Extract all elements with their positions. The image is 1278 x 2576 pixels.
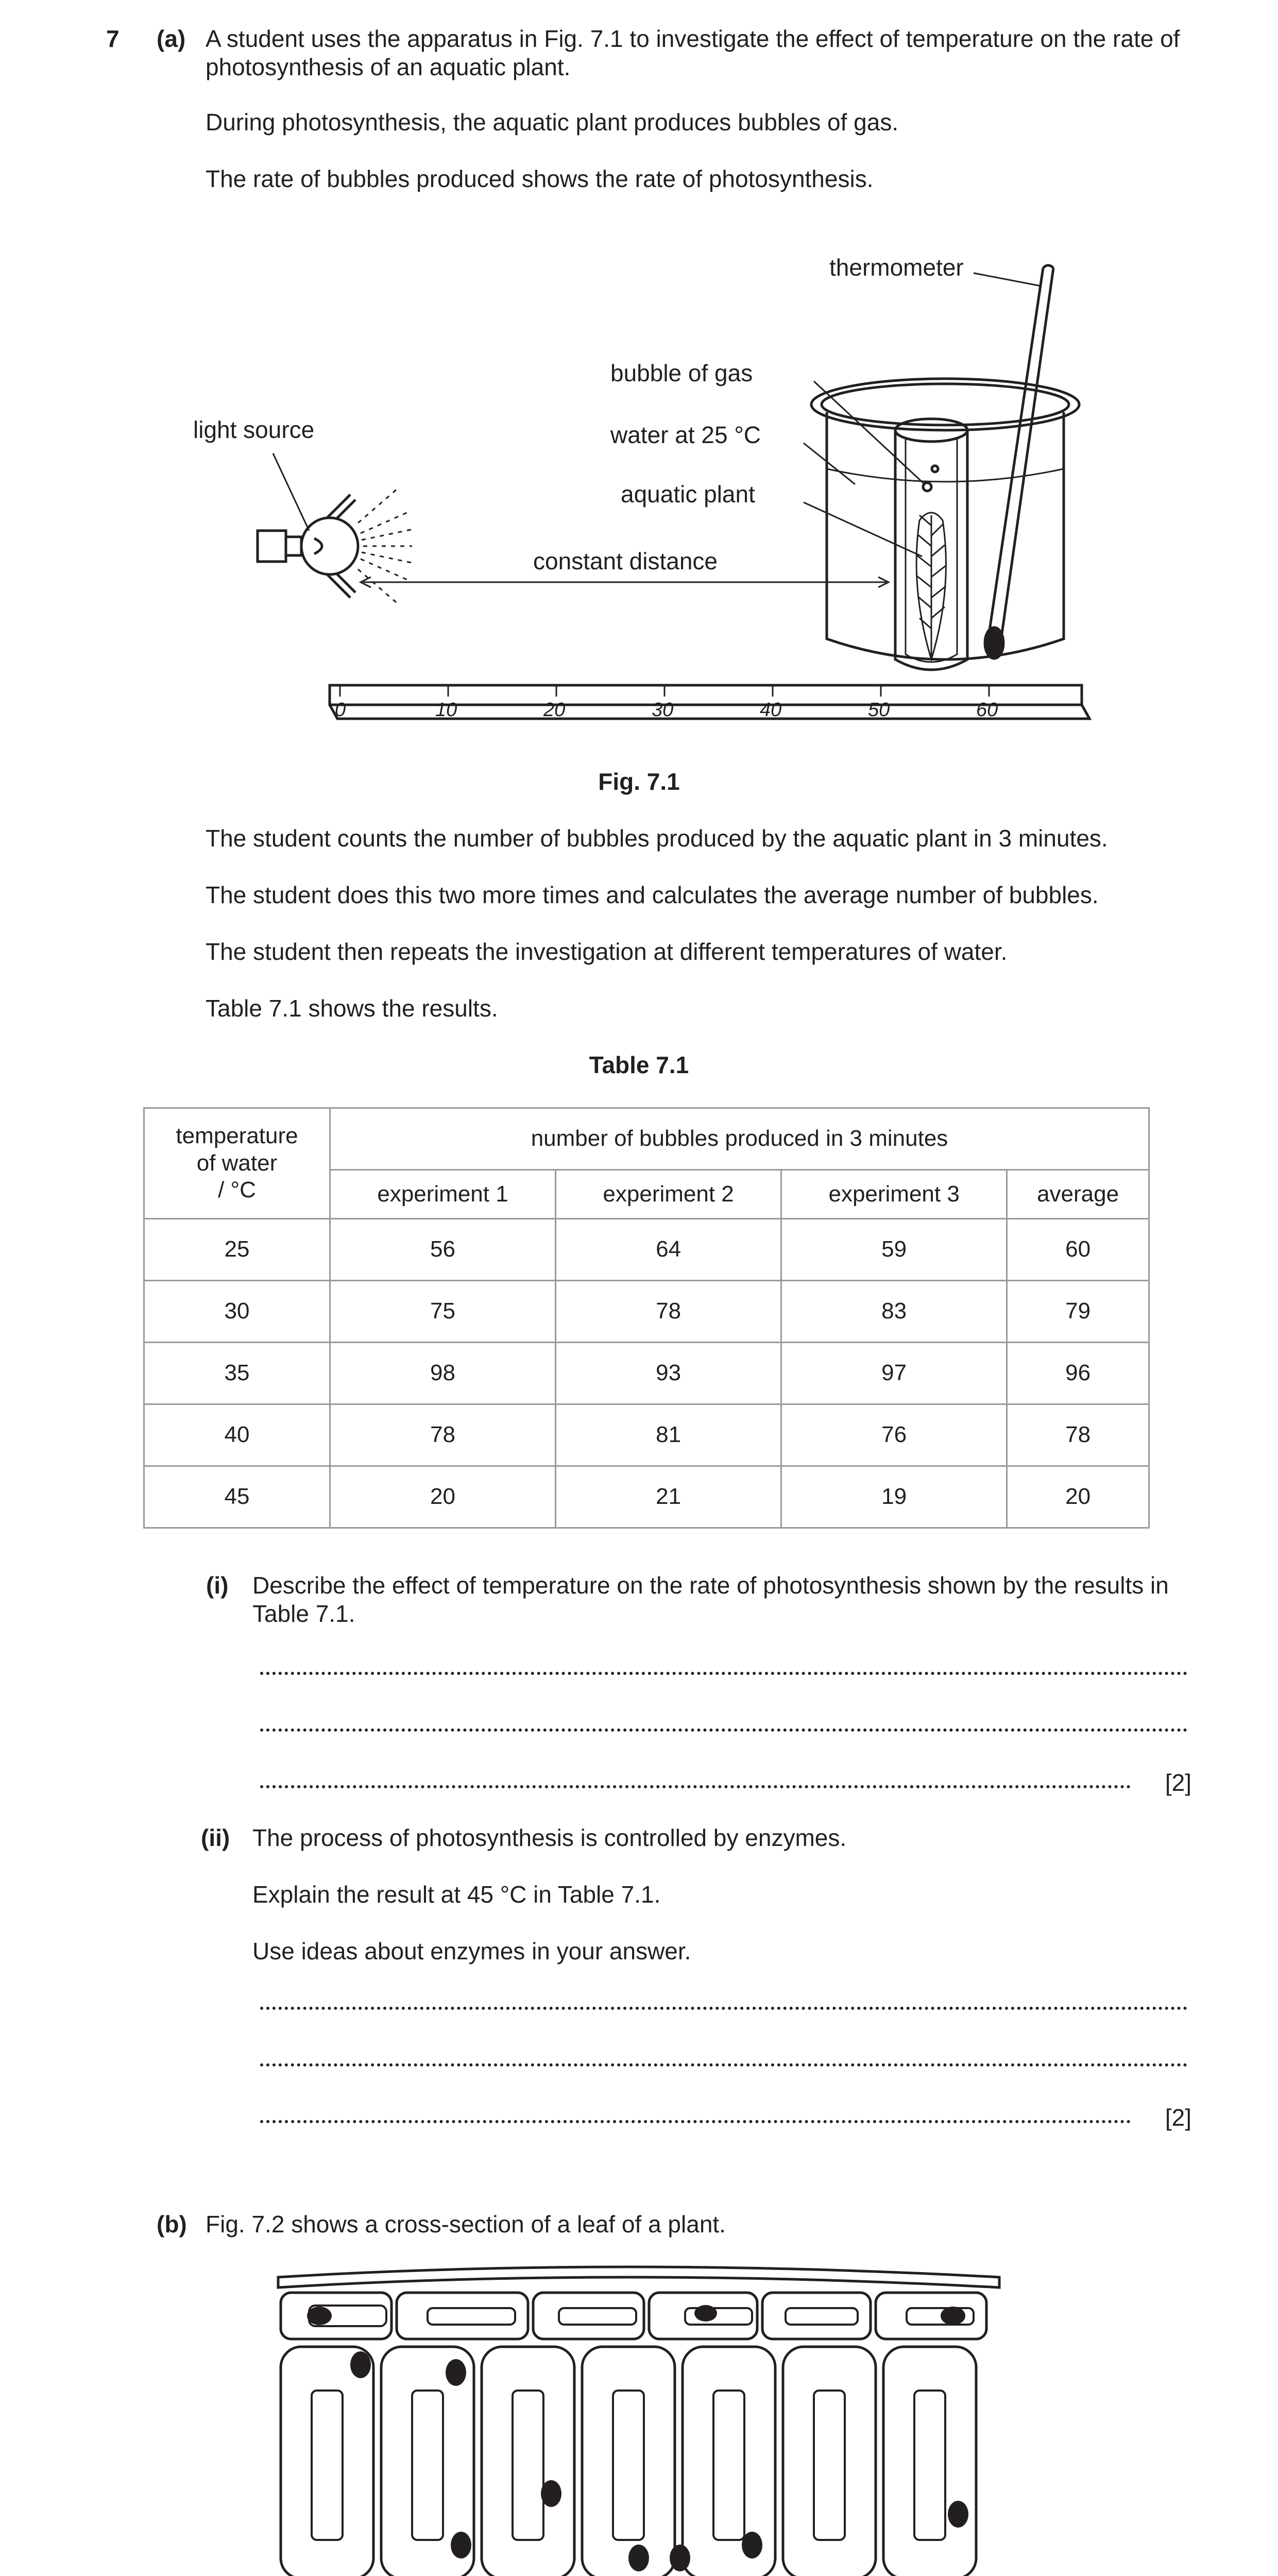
ruler-tick-30: 30 [652, 699, 674, 721]
answer-line[interactable] [260, 1728, 1187, 1732]
answer-line[interactable] [260, 1785, 1131, 1788]
temperature-header: temperature of water / °C [144, 1108, 330, 1219]
column-header: average [1007, 1170, 1149, 1219]
value-cell: 60 [1007, 1219, 1149, 1281]
value-cell: 98 [330, 1343, 556, 1404]
table-row [144, 1466, 1149, 1528]
answer-line[interactable] [260, 2120, 1131, 2123]
part-b-label: (b) [157, 2211, 187, 2238]
beaker-rim [811, 379, 1079, 430]
value-cell: 81 [556, 1404, 781, 1466]
part-a-ii-line-3: Use ideas about enzymes in your answer. [252, 1938, 691, 1964]
value-cell: 79 [1007, 1281, 1149, 1343]
value-cell: 56 [330, 1219, 556, 1281]
temperature-cell: 25 [144, 1219, 330, 1281]
part-a-i-text: Describe the effect of temperature on the rate of photosynthesis shown by the results in Table 7.1. [252, 1572, 1169, 1628]
question-number: 7 [106, 25, 120, 52]
label-plant: aquatic plant [621, 481, 755, 507]
label-bubble: bubble of gas [610, 360, 753, 386]
ruler-tick-50: 50 [868, 699, 890, 721]
table-row [144, 1343, 1149, 1404]
part-b-intro: Fig. 7.2 shows a cross-section of a leaf of a plant. [206, 2211, 726, 2238]
aquatic-plant [916, 513, 946, 659]
value-cell: 97 [781, 1343, 1007, 1404]
method-4: Table 7.1 shows the results. [206, 995, 498, 1022]
method-3: The student then repeats the investigation at different temperatures of water. [206, 938, 1008, 965]
fig-7-1-apparatus [0, 227, 1278, 742]
temperature-cell: 40 [144, 1404, 330, 1466]
part-a-intro-1: A student uses the apparatus in Fig. 7.1 to investigate the effect of temperature on the rate of photosynthesis of an aquatic plant. [206, 25, 1180, 81]
answer-line[interactable] [260, 2063, 1187, 2066]
answer-line[interactable] [260, 1672, 1187, 1675]
label-thermometer: thermometer [829, 254, 964, 281]
column-header: experiment 1 [330, 1170, 556, 1219]
part-a-ii-label: (ii) [201, 1824, 230, 1851]
ruler-tick-60: 60 [976, 699, 998, 721]
table-row [144, 1219, 1149, 1281]
marks-a-ii: [2] [1165, 2104, 1191, 2131]
column-header: experiment 3 [781, 1170, 1007, 1219]
value-cell: 59 [781, 1219, 1007, 1281]
value-cell: 20 [1007, 1466, 1149, 1528]
label-light: light source [193, 416, 315, 443]
temperature-cell: 45 [144, 1466, 330, 1528]
method-2: The student does this two more times and calculates the average number of bubbles. [206, 882, 1099, 908]
method-1: The student counts the number of bubbles produced by the aquatic plant in 3 minutes. [206, 825, 1108, 852]
fig-7-1-caption: Fig. 7.1 [598, 768, 680, 795]
part-a-ii-line-1: The process of photosynthesis is controlled by enzymes. [252, 1824, 847, 1851]
value-cell: 78 [556, 1281, 781, 1343]
bubbles-group-header: number of bubbles produced in 3 minutes [330, 1108, 1149, 1170]
table-row [144, 1404, 1149, 1466]
part-a-i-label: (i) [206, 1572, 229, 1599]
part-a-label: (a) [157, 25, 186, 52]
label-water: water at 25 °C [610, 421, 761, 448]
temperature-cell: 30 [144, 1281, 330, 1343]
lamp-bulb [301, 518, 358, 574]
ruler-tick-20: 20 [543, 699, 566, 721]
value-cell: 93 [556, 1343, 781, 1404]
value-cell: 78 [330, 1404, 556, 1466]
value-cell: 21 [556, 1466, 781, 1528]
temperature-cell: 35 [144, 1343, 330, 1404]
value-cell: 20 [330, 1466, 556, 1528]
cuticle [278, 2267, 999, 2287]
value-cell: 64 [556, 1219, 781, 1281]
label-distance: constant distance [533, 548, 718, 574]
part-a-intro-2: During photosynthesis, the aquatic plant produces bubbles of gas. [206, 109, 899, 135]
thermometer [989, 268, 1043, 634]
column-header: experiment 2 [556, 1170, 781, 1219]
value-cell: 76 [781, 1404, 1007, 1466]
answer-line[interactable] [260, 2007, 1187, 2010]
value-cell: 75 [330, 1281, 556, 1343]
ruler-tick-40: 40 [760, 699, 782, 721]
table-row [144, 1281, 1149, 1343]
ruler-tick-10: 10 [435, 699, 457, 721]
results-table [143, 1107, 1150, 1529]
marks-a-i: [2] [1165, 1769, 1191, 1796]
value-cell: 19 [781, 1466, 1007, 1528]
value-cell: 83 [781, 1281, 1007, 1343]
ruler-tick-0: 0 [335, 699, 346, 721]
part-a-ii-line-2: Explain the result at 45 °C in Table 7.1. [252, 1881, 661, 1908]
value-cell: 78 [1007, 1404, 1149, 1466]
value-cell: 96 [1007, 1343, 1149, 1404]
table-7-1-caption: Table 7.1 [589, 1052, 689, 1078]
fig-7-2-leaf-section [0, 2257, 1278, 2576]
part-a-intro-3: The rate of bubbles produced shows the rate of photosynthesis. [206, 165, 874, 192]
